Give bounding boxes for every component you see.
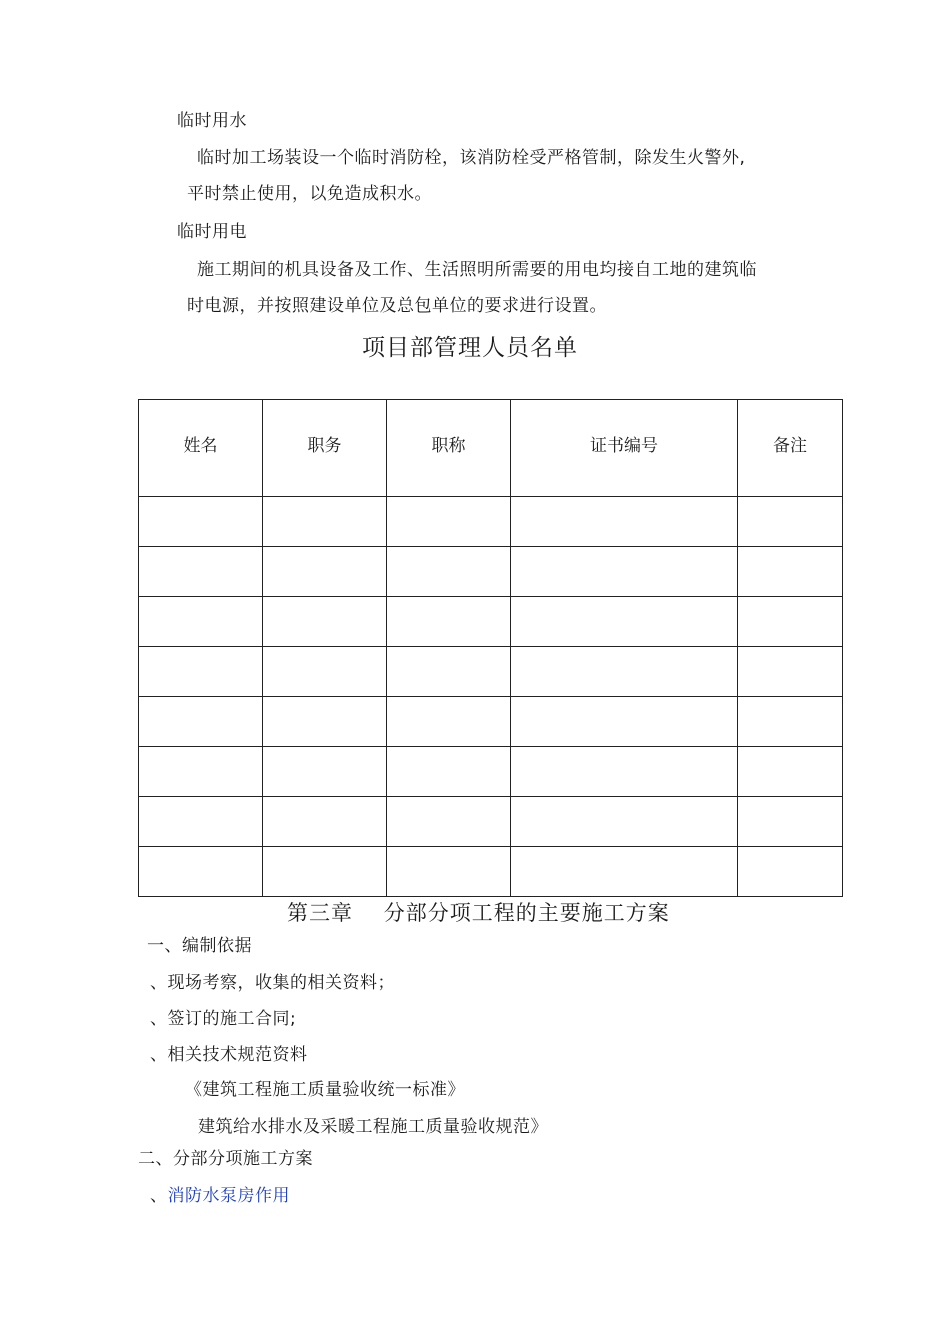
- section2-heading: 二、分部分项施工方案: [138, 1149, 313, 1169]
- power-paragraph-line1: 施工期间的机具设备及工作、生活照明所需要的用电均接自工地的建筑临: [197, 260, 757, 280]
- table-cell: [511, 847, 738, 897]
- power-heading: 临时用电: [177, 222, 247, 242]
- table-cell: [738, 547, 843, 597]
- table-cell: [511, 497, 738, 547]
- table-cell: [263, 747, 387, 797]
- table-cell: [738, 647, 843, 697]
- table-cell: [511, 797, 738, 847]
- table-cell: [511, 597, 738, 647]
- column-header-name: 姓名: [139, 400, 263, 497]
- table-row: [139, 797, 843, 847]
- table-cell: [263, 647, 387, 697]
- table-row: [139, 847, 843, 897]
- table-row: [139, 697, 843, 747]
- table-cell: [139, 547, 263, 597]
- table-cell: [263, 547, 387, 597]
- table-cell: [511, 747, 738, 797]
- table-cell: [263, 797, 387, 847]
- table-cell: [387, 647, 511, 697]
- table-cell: [139, 747, 263, 797]
- table-cell: [738, 747, 843, 797]
- table-cell: [387, 797, 511, 847]
- table-cell: [263, 847, 387, 897]
- table-cell: [511, 647, 738, 697]
- column-header-title: 职称: [387, 400, 511, 497]
- water-paragraph-line1: 临时加工场装设一个临时消防栓，该消防栓受严格管制，除发生火警外,: [197, 148, 746, 168]
- fire-pump-room-link[interactable]: 消防水泵房作用: [167, 1186, 290, 1206]
- table-cell: [738, 697, 843, 747]
- list-item: 、现场考察，收集的相关资料；: [150, 973, 395, 993]
- standard-item: 《建筑工程施工质量验收统一标准》: [185, 1080, 465, 1100]
- table-cell: [511, 697, 738, 747]
- table-row: [139, 597, 843, 647]
- table-row: [139, 497, 843, 547]
- table-cell: [387, 747, 511, 797]
- chapter-title: 第三章 分部分项工程的主要施工方案: [287, 901, 670, 925]
- power-paragraph-line2: 时电源，并按照建设单位及总包单位的要求进行设置。: [187, 296, 607, 316]
- table-cell: [139, 497, 263, 547]
- table-cell: [738, 797, 843, 847]
- list-item: 、相关技术规范资料: [150, 1045, 308, 1065]
- table-cell: [387, 697, 511, 747]
- section2-item: [150, 1184, 290, 1208]
- list-item: 、签订的施工合同;: [150, 1009, 297, 1029]
- section1-heading: 一、编制依据: [147, 936, 252, 956]
- water-heading: 临时用水: [177, 111, 247, 131]
- table-cell: [263, 697, 387, 747]
- section2-item-prefix: 、: [150, 1186, 168, 1206]
- table-cell: [139, 597, 263, 647]
- column-header-certificate-no: 证书编号: [511, 400, 738, 497]
- table-cell: [139, 847, 263, 897]
- column-header-position: 职务: [263, 400, 387, 497]
- column-header-remarks: 备注: [738, 400, 843, 497]
- table-cell: [511, 547, 738, 597]
- standard-item: 建筑给水排水及采暖工程施工质量验收规范》: [198, 1117, 548, 1137]
- table-cell: [738, 497, 843, 547]
- roster-title: 项目部管理人员名单: [362, 335, 578, 361]
- table-cell: [387, 847, 511, 897]
- table-cell: [139, 697, 263, 747]
- table-header-row: [139, 400, 843, 497]
- table-cell: [263, 497, 387, 547]
- table-cell: [387, 547, 511, 597]
- table-cell: [139, 797, 263, 847]
- staff-roster-table: [138, 399, 843, 897]
- table-cell: [738, 597, 843, 647]
- table-row: [139, 747, 843, 797]
- table-cell: [139, 647, 263, 697]
- table-row: [139, 647, 843, 697]
- table-cell: [738, 847, 843, 897]
- table-row: [139, 547, 843, 597]
- table-cell: [263, 597, 387, 647]
- table-cell: [387, 497, 511, 547]
- water-paragraph-line2: 平时禁止使用，以免造成积水。: [187, 184, 432, 204]
- table-cell: [387, 597, 511, 647]
